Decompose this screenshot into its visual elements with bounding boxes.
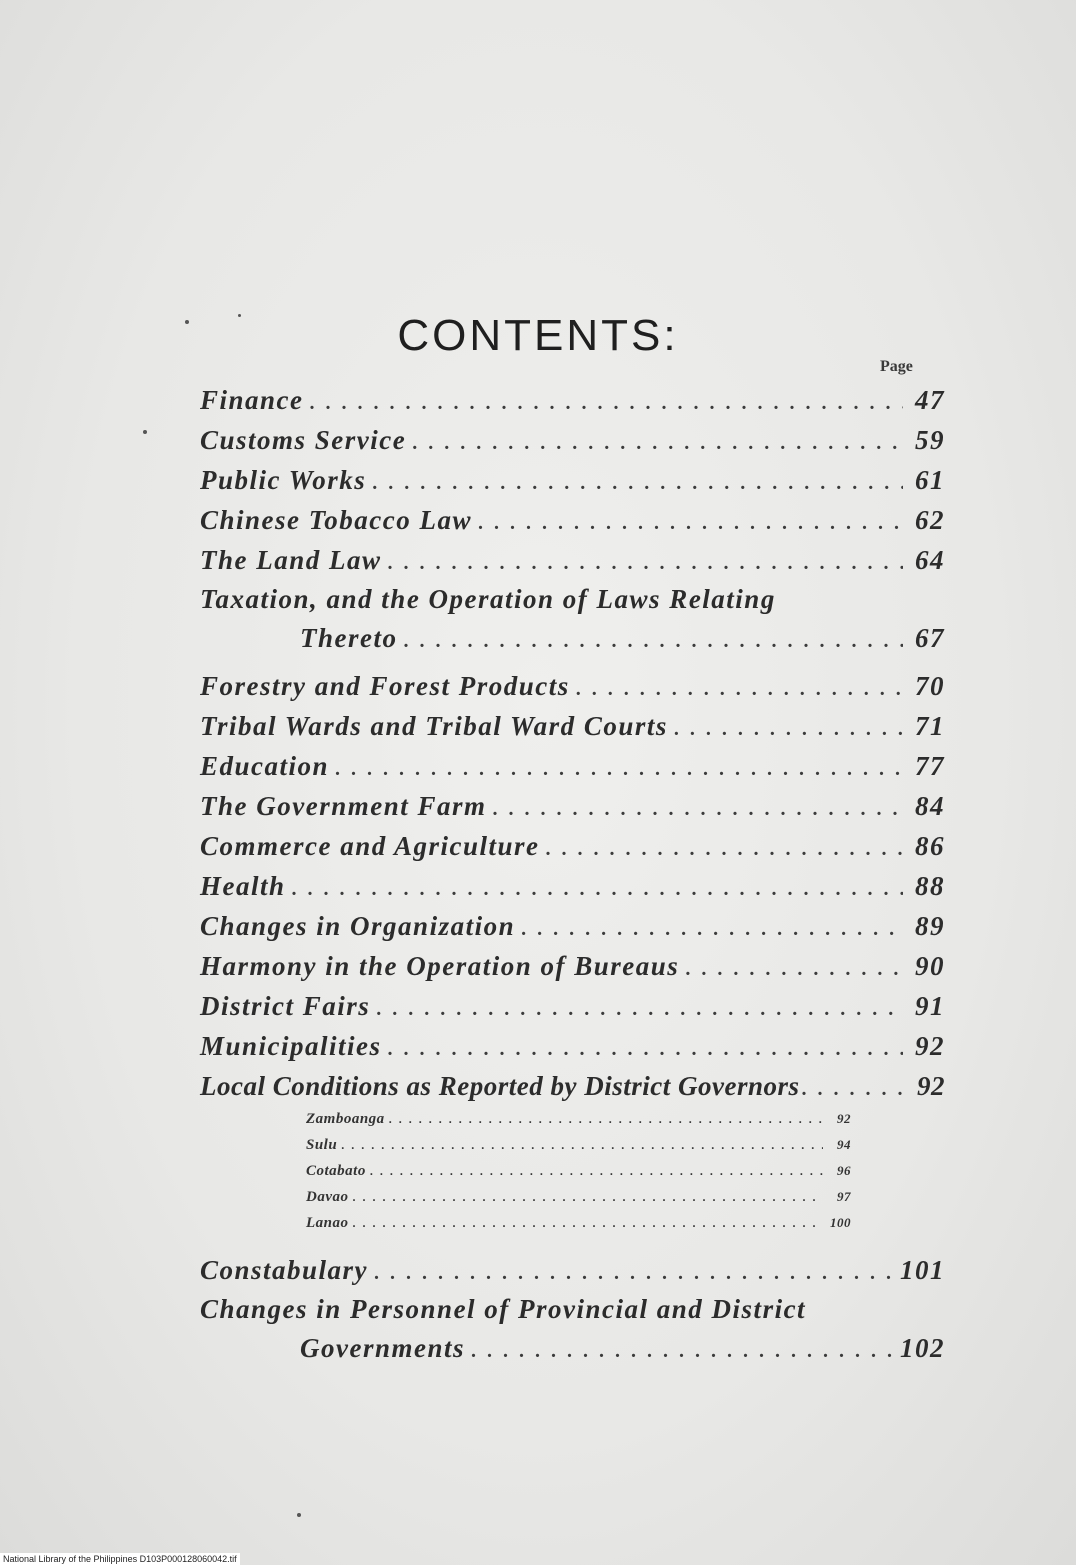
toc-entry-page: 70	[915, 671, 945, 701]
leader-dots	[292, 869, 903, 909]
leader-dots	[335, 749, 903, 789]
toc-sub-entry-label: Zamboanga	[306, 1111, 385, 1127]
toc-entry-label: District Fairs	[200, 991, 371, 1021]
toc-entry	[200, 666, 945, 706]
toc-sub-entry	[306, 1106, 851, 1132]
leader-dots	[412, 423, 903, 463]
toc-entry-label-line2: Governments	[300, 1333, 465, 1363]
leader-dots	[370, 1158, 823, 1184]
toc-entry-page: 92	[915, 1031, 945, 1061]
toc-entry-wrapped	[200, 1290, 945, 1368]
leader-dots	[388, 1029, 903, 1069]
toc-entry-page: 62	[915, 505, 945, 535]
toc-entry	[200, 1066, 945, 1106]
toc-entry-label: Tribal Wards and Tribal Ward Courts	[200, 711, 668, 741]
toc-entry-label: Health	[200, 871, 286, 901]
toc-sub-entry-page: 100	[830, 1215, 851, 1230]
leader-dots	[546, 829, 903, 869]
toc-sub-entry-label: Cotabato	[306, 1163, 366, 1179]
leader-dots	[374, 1253, 894, 1293]
toc-entry-label: Harmony in the Operation of Bureaus	[200, 951, 680, 981]
toc-entry-label: Public Works	[200, 465, 367, 495]
toc-entry	[200, 1026, 945, 1066]
toc-entry-page: 102	[900, 1333, 945, 1363]
toc-entry	[200, 1250, 945, 1290]
toc-entry	[200, 420, 945, 460]
toc-entry-label: Local Conditions as Reported by District Governors	[200, 1071, 800, 1101]
toc-entry-page: 77	[915, 751, 945, 781]
toc-entry-page: 67	[915, 623, 945, 653]
leader-dots	[471, 1331, 894, 1371]
toc-entry	[200, 826, 945, 866]
leader-dots	[353, 1210, 823, 1236]
page-column-label: Page	[880, 358, 913, 375]
toc-entry-page: 88	[915, 871, 945, 901]
toc-entry-page: 71	[915, 711, 945, 741]
leader-dots	[404, 621, 904, 661]
toc-entry-label: Changes in Organization	[200, 911, 516, 941]
toc-sub-entry-label: Davao	[306, 1189, 349, 1205]
toc-sub-entry-page: 94	[837, 1137, 851, 1152]
leader-dots	[310, 383, 903, 423]
toc-entry	[200, 500, 945, 540]
toc-entry-page: 92	[917, 1071, 945, 1101]
page-title: CONTENTS:	[397, 311, 679, 361]
leader-dots	[388, 543, 903, 583]
toc-sub-entry	[306, 1132, 851, 1158]
toc-entry	[200, 786, 945, 826]
toc-entry-label: Finance	[200, 385, 304, 415]
scan-speck	[143, 430, 147, 434]
toc-sub-entry-page: 97	[837, 1189, 851, 1204]
toc-entry	[200, 746, 945, 786]
toc-entry-label: Chinese Tobacco Law	[200, 505, 473, 535]
toc-entry-label: Constabulary	[200, 1255, 369, 1285]
scan-speck	[297, 1513, 301, 1517]
toc-entry-label-line1: Taxation, and the Operation of Laws Relating	[200, 584, 776, 614]
leader-dots	[376, 989, 903, 1029]
toc-entry	[200, 706, 945, 746]
toc-entry	[200, 866, 945, 906]
toc-entry-page: 61	[915, 465, 945, 495]
toc-entry-label-line2: Thereto	[300, 623, 398, 653]
toc-entry	[200, 946, 945, 986]
toc-sub-entry-page: 96	[837, 1163, 851, 1178]
toc-entry-page: 101	[900, 1255, 945, 1285]
toc-entry-page: 64	[915, 545, 945, 575]
toc-entry-page: 47	[915, 385, 945, 415]
toc-entry	[200, 986, 945, 1026]
toc-entry-page: 89	[915, 911, 945, 941]
toc-entry-page: 59	[915, 425, 945, 455]
toc-entry	[200, 380, 945, 420]
leader-dots	[685, 949, 903, 989]
leader-dots	[353, 1184, 824, 1210]
toc-entry-page: 86	[915, 831, 945, 861]
toc-entry	[200, 540, 945, 580]
toc-sub-entry	[306, 1158, 851, 1184]
toc-entry-label: Customs Service	[200, 425, 407, 455]
toc-entry-label: Forestry and Forest Products	[200, 671, 570, 701]
table-of-contents	[200, 380, 945, 1368]
toc-sub-entry-page: 92	[837, 1111, 851, 1126]
toc-entry-page: 91	[915, 991, 945, 1021]
toc-entry-label-line1: Changes in Personnel of Provincial and District	[200, 1294, 807, 1324]
toc-entry-wrapped	[200, 580, 945, 658]
leader-dots	[389, 1106, 823, 1132]
toc-entry-label: Commerce and Agriculture	[200, 831, 540, 861]
toc-entry	[200, 460, 945, 500]
leader-dots	[802, 1069, 907, 1109]
toc-sub-entry-label: Lanao	[306, 1215, 349, 1231]
scan-footer: National Library of the Philippines D103P000128060042.tif	[0, 1553, 240, 1565]
toc-entry-label: Municipalities	[200, 1031, 382, 1061]
toc-sub-entry	[306, 1184, 851, 1210]
toc-sub-entry	[306, 1210, 851, 1236]
toc-entry	[200, 906, 945, 946]
toc-sub-entry-label: Sulu	[306, 1137, 338, 1153]
toc-entry-label: Education	[200, 751, 330, 781]
leader-dots	[521, 909, 903, 949]
leader-dots	[478, 503, 903, 543]
leader-dots	[674, 709, 903, 749]
toc-entry-label: The Land Law	[200, 545, 382, 575]
toc-entry-page: 90	[915, 951, 945, 981]
leader-dots	[493, 789, 903, 829]
leader-dots	[372, 463, 903, 503]
leader-dots	[341, 1132, 823, 1158]
toc-entry-page: 84	[915, 791, 945, 821]
toc-entry-label: The Government Farm	[200, 791, 487, 821]
leader-dots	[576, 669, 903, 709]
